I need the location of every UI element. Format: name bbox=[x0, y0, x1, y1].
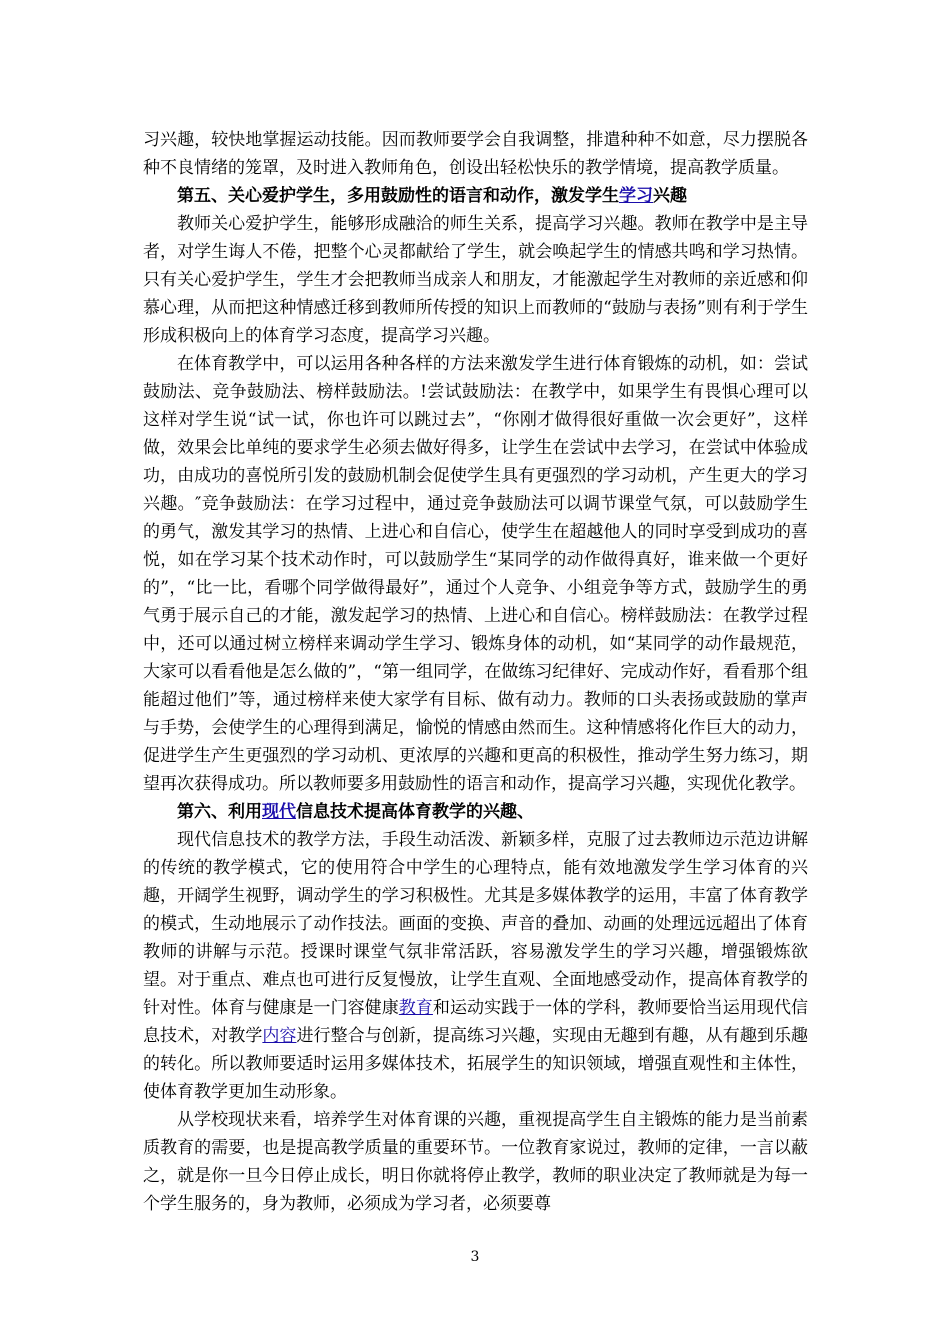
link-xiandai[interactable]: 现代 bbox=[262, 802, 296, 822]
paragraph-information-technology bbox=[143, 826, 808, 1106]
page-number: 3 bbox=[470, 1249, 480, 1265]
paragraph-encouragement-methods: 在体育教学中，可以运用各种各样的方法来激发学生进行体育锻炼的动机，如：尝试鼓励法、竞争鼓励法、榜样鼓励法。!尝试鼓励法：在教学中，如果学生有畏惧心理可以这样对学生说“试一试，你也许可以跳过去”，“你刚才做得很好重做一次会更好”，这样做，效果会比单纯的要求学生必须去做好得多，让学生在尝试中去学习，在尝试中体验成功，由成功的喜悦所引发的鼓励机制会促使学生具有更强烈的学习动机，产生更大的学习兴趣。″竞争鼓励法：在学习过程中，通过竞争鼓励法可以调节课堂气氛，可以鼓励学生的勇气，激发其学习的热情、上进心和自信心，使学生在超越他人的同时享受到成功的喜悦，如在学习某个技术动作时，可以鼓励学生“某同学的动作做得真好，谁来做一个更好的”，“比一比，看哪个同学做得最好”，通过个人竞争、小组竞争等方式，鼓励学生的勇气勇于展示自己的才能，激发起学习的热情、上进心和自信心。榜样鼓励法：在教学过程中，还可以通过树立榜样来调动学生学习、锻炼身体的动机，如“某同学的动作最规范，大家可以看看他是怎么做的”，“第一组同学，在做练习纪律好、完成动作好，看看那个组能超过他们”等，通过榜样来使大家学有目标、做有动力。教师的口头表扬或鼓励的掌声与手势，会使学生的心理得到满足，愉悦的情感由然而生。这种情感将化作巨大的动力，促进学生产生更强烈的学习动机、更浓厚的兴趣和更高的积极性，推动学生努力练习，期望再次获得成功。所以教师要多用鼓励性的语言和动作，提高学习兴趣，实现优化教学。 bbox=[143, 354, 808, 794]
paragraph-text: 现代信息技术的教学方法，手段生动活泼、新颖多样，克服了过去教师边示范边讲解的传统的教学模式，它的使用符合中学生的心理特点，能有效地激发学生学习体育的兴趣，开阔学生视野，调动学生的学习积极性。尤其是多媒体教学的运用，丰富了体育教学的模式，生动地展示了动作技法。画面的变换、声音的叠加、动画的处理远远超出了体育教师的讲解与示范。授课时课堂气氛非常活跃，容易激发学生的学习兴趣，增强锻炼欲望。对于重点、难点也可进行反复慢放，让学生直观、全面地感受动作，提高体育教学的针对性。体育与健康是一门容健康 bbox=[143, 830, 808, 1018]
heading-6-text: 第六、利用 bbox=[177, 802, 262, 822]
paragraph-continuation: 习兴趣，较快地掌握运动技能。因而教师要学会自我调整，排遣种种不如意，尽力摆脱各种不良情绪的笼罩，及时进入教师角色，创设出轻松快乐的教学情境，提高教学质量。 bbox=[143, 130, 808, 178]
paragraph-text: 进行整合与创新，提高练习兴趣，实现由无趣到有趣，从有趣到乐趣的转化。所以教师要适时运用多媒体技术，拓展学生的知识领域，增强直观性和主体性，使体育教学更加生动形象。 bbox=[143, 1026, 809, 1102]
document-body bbox=[143, 126, 808, 1218]
link-neirong[interactable]: 内容 bbox=[262, 1026, 297, 1046]
paragraph-text: 和运动实践于一体的学科，教师要恰当运用现代信息技术，对教学 bbox=[143, 998, 809, 1046]
heading-5-text-end: 兴趣 bbox=[653, 186, 687, 206]
link-xuexi[interactable]: 学习 bbox=[619, 186, 653, 206]
paragraph-conclusion: 从学校现状来看，培养学生对体育课的兴趣，重视提高学生自主锻炼的能力是当前素质教育的需要，也是提高教学质量的重要环节。一位教育家说过，教师的定律，一言以蔽之，就是你一旦今日停止成长，明日你就将停止教学，教师的职业决定了教师就是为每一个学生服务的，身为教师，必须成为学习者，必须要尊 bbox=[143, 1110, 808, 1214]
link-jiaoyu[interactable]: 教育 bbox=[398, 998, 433, 1018]
section-heading-6 bbox=[143, 798, 808, 826]
section-heading-5 bbox=[143, 182, 808, 210]
heading-6-text-end: 信息技术提高体育教学的兴趣、 bbox=[296, 802, 534, 822]
paragraph-care-students: 教师关心爱护学生，能够形成融洽的师生关系，提高学习兴趣。教师在教学中是主导者，对学生诲人不倦，把整个心灵都献给了学生，就会唤起学生的情感共鸣和学习热情。只有关心爱护学生，学生才会把教师当成亲人和朋友，才能激起学生对教师的亲近感和仰慕心理，从而把这种情感迁移到教师所传授的知识上而教师的“鼓励与表扬”则有利于学生形成积极向上的体育学习态度，提高学习兴趣。 bbox=[143, 214, 808, 346]
heading-5-text: 第五、关心爱护学生，多用鼓励性的语言和动作，激发学生 bbox=[177, 186, 619, 206]
